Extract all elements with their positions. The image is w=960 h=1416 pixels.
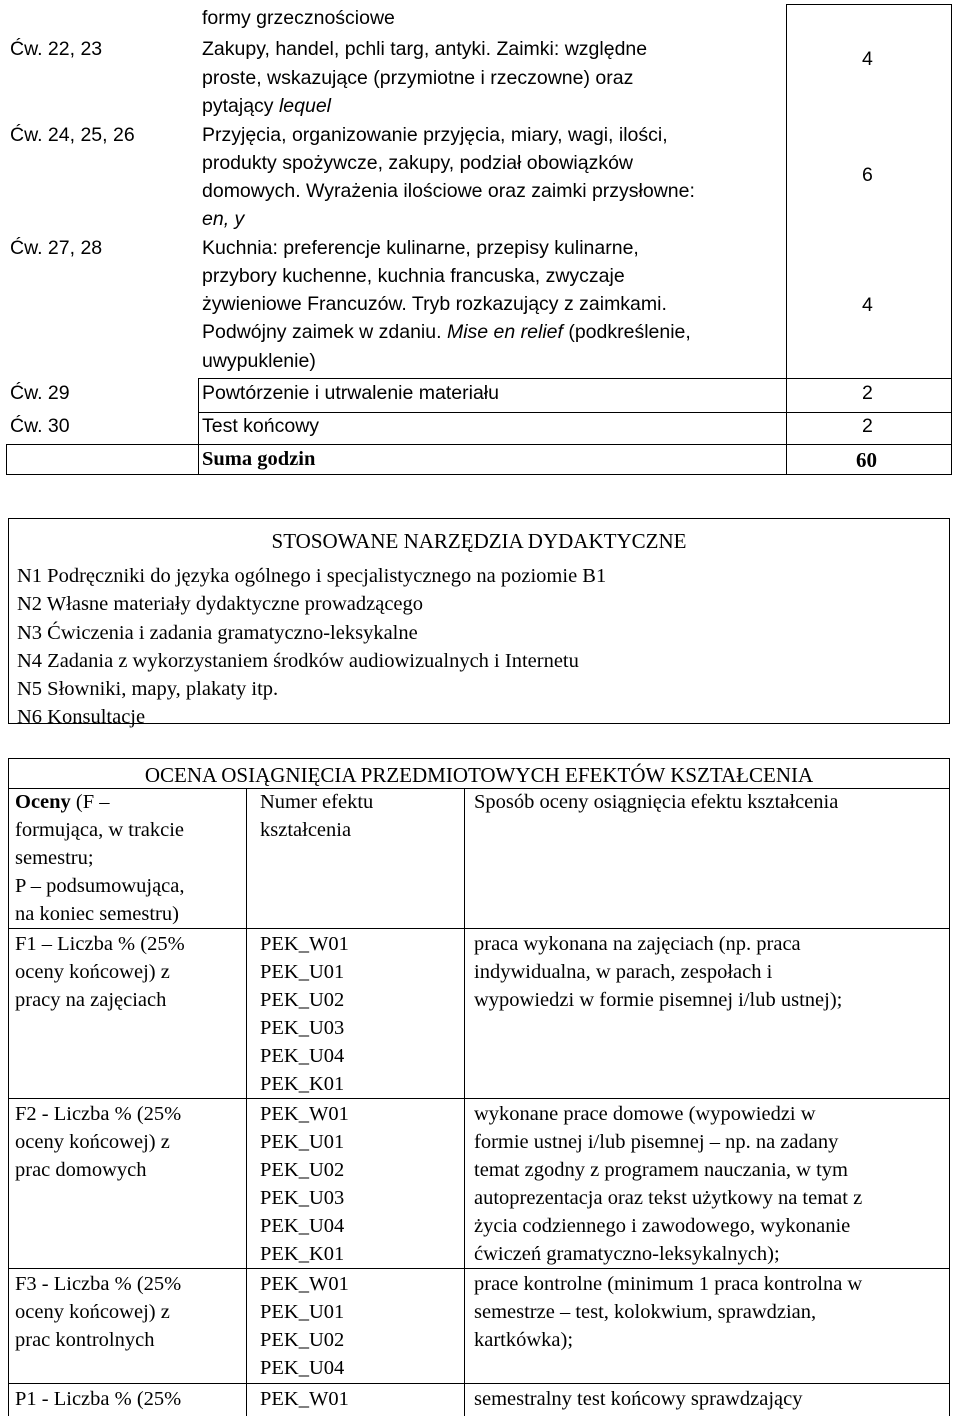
table-left-border — [6, 444, 7, 474]
list-item: N4 Zadania z wykorzystaniem środków audiowizualnych i Internetu — [17, 649, 579, 672]
outcome-code: PEK_U04 — [260, 1357, 345, 1379]
hours-value: 6 — [862, 164, 873, 186]
schedule-top-border — [786, 4, 952, 5]
outcome-code: PEK_W01 — [260, 1103, 349, 1125]
outcome-code: PEK_W01 — [260, 1273, 349, 1295]
outcome-code: PEK_U02 — [260, 1329, 345, 1351]
grade-text: oceny końcowej) z — [15, 1301, 170, 1323]
method-text: semestrze – test, kolokwium, sprawdzian, — [474, 1301, 817, 1323]
list-item: N6 Konsultacje — [17, 706, 146, 729]
exercise-label: Ćw. 29 — [10, 382, 70, 404]
topic-text: domowych. Wyrażenia ilościowe oraz zaimki przysłowne: — [202, 180, 695, 202]
row-divider — [8, 1098, 950, 1099]
outcome-code: PEK_U03 — [260, 1187, 345, 1209]
outcome-code: PEK_U04 — [260, 1045, 345, 1067]
topic-text: uwypuklenie) — [202, 350, 316, 372]
italic-term: en, y — [202, 208, 245, 230]
total-label: Suma godzin — [202, 448, 316, 470]
list-item: N3 Ćwiczenia i zadania gramatyczno-leksykalne — [17, 621, 418, 644]
header-grades-line: semestru; — [15, 847, 94, 869]
topic-text: pytający lequel — [202, 95, 331, 117]
total-value: 60 — [856, 448, 877, 472]
topic-text: Przyjęcia, organizowanie przyjęcia, miary, wagi, ilości, — [202, 124, 668, 146]
outcome-code: PEK_K01 — [260, 1073, 345, 1095]
outcome-code: PEK_U04 — [260, 1215, 345, 1237]
outcome-code: PEK_U02 — [260, 1159, 345, 1181]
exercise-label: Ćw. 24, 25, 26 — [10, 124, 135, 146]
topic-text: Zakupy, handel, pchli targ, antyki. Zaimki: względne — [202, 38, 648, 60]
assessment-title: OCENA OSIĄGNIĘCIA PRZEDMIOTOWYCH EFEKTÓW KSZTAŁCENIA — [144, 763, 814, 787]
exercise-label: Ćw. 22, 23 — [10, 38, 103, 60]
italic-term: lequel — [278, 95, 331, 117]
topic-text: przybory kuchenne, kuchnia francuska, zwyczaje — [202, 265, 625, 287]
schedule-bottom-border — [6, 474, 952, 475]
table-right-border — [949, 758, 950, 1416]
col-divider — [464, 788, 465, 1416]
col-divider — [198, 378, 199, 474]
method-text: kartkówka); — [474, 1329, 574, 1351]
header-grades: Oceny (F – — [15, 791, 110, 813]
hours-value: 2 — [862, 382, 873, 404]
method-text: praca wykonana na zajęciach (np. praca — [474, 933, 801, 955]
header-outcome-code: kształcenia — [260, 819, 352, 841]
list-item: N2 Własne materiały dydaktyczne prowadzącego — [17, 593, 424, 616]
grade-text: oceny końcowej) z — [15, 1131, 170, 1153]
outcome-code: PEK_U02 — [260, 989, 345, 1011]
grade-text: prac domowych — [15, 1159, 147, 1181]
outcome-code: PEK_U01 — [260, 1301, 345, 1323]
italic-term: Mise en relief — [446, 321, 563, 343]
outcome-code: PEK_U01 — [260, 961, 345, 983]
hours-value: 4 — [862, 294, 873, 316]
method-text: wypowiedzi w formie pisemnej i/lub ustnej); — [474, 989, 843, 1011]
exercise-label: Ćw. 30 — [10, 415, 70, 437]
table-top-border — [8, 758, 950, 759]
method-text: wykonane prace domowe (wypowiedzi w — [474, 1103, 816, 1125]
method-text: semestralny test końcowy sprawdzający — [474, 1388, 803, 1410]
topic-text: Test końcowy — [202, 415, 320, 437]
exercise-label: Ćw. 27, 28 — [10, 237, 103, 259]
method-text: prace kontrolne (minimum 1 praca kontrolna w — [474, 1273, 863, 1295]
grade-text: F1 – Liczba % (25% — [15, 933, 185, 955]
header-grades-line: formująca, w trakcie — [15, 819, 185, 841]
header-outcome-code: Numer efektu — [260, 791, 374, 813]
topic-text: Kuchnia: preferencje kulinarne, przepisy kulinarne, — [202, 237, 639, 259]
method-text: temat zgodny z programem nauczania, w tym — [474, 1159, 848, 1181]
outcome-code: PEK_U03 — [260, 1017, 345, 1039]
teaching-tools-title: STOSOWANE NARZĘDZIA DYDAKTYCZNE — [271, 529, 687, 553]
topic-text: Powtórzenie i utrwalenie materiału — [202, 382, 499, 404]
topic-text: formy grzecznościowe — [202, 7, 395, 29]
grade-text: P1 - Liczba % (25% — [15, 1388, 182, 1410]
row-divider — [8, 1383, 950, 1384]
teaching-tools-list — [17, 562, 606, 732]
outcome-code: PEK_W01 — [260, 1388, 349, 1410]
method-text: autoprezentacja oraz tekst użytkowy na temat z — [474, 1187, 863, 1209]
hours-value: 4 — [862, 48, 873, 70]
topic-text: produkty spożywcze, zakupy, podział obowiązków — [202, 152, 634, 174]
outcome-code: PEK_W01 — [260, 933, 349, 955]
col-divider — [786, 4, 787, 474]
assessment-table — [8, 758, 950, 1416]
grade-text: F3 - Liczba % (25% — [15, 1273, 182, 1295]
teaching-tools-box — [8, 518, 950, 729]
schedule-table — [6, 4, 952, 474]
outcome-code: PEK_U01 — [260, 1131, 345, 1153]
method-text: życia codziennego i zawodowego, wykonanie — [474, 1215, 851, 1237]
grade-text: prac kontrolnych — [15, 1329, 155, 1351]
col-divider — [246, 788, 247, 1416]
table-right-border — [951, 4, 952, 474]
list-item: N5 Słowniki, mapy, plakaty itp. — [17, 678, 279, 701]
header-grades-line: P – podsumowująca, — [15, 875, 185, 897]
row-divider — [6, 444, 952, 445]
list-item: N1 Podręczniki do języka ogólnego i specjalistycznego na poziomie B1 — [17, 565, 607, 587]
method-text: formie ustnej i/lub pisemnej – np. na zadany — [474, 1131, 839, 1153]
header-method: Sposób oceny osiągnięcia efektu kształcenia — [474, 791, 839, 813]
table-left-border — [8, 758, 9, 1416]
grade-text: oceny końcowej) z — [15, 961, 170, 983]
method-text: ćwiczeń gramatyczno-leksykalnych); — [474, 1243, 780, 1265]
hours-value: 2 — [862, 415, 873, 437]
topic-text: proste, wskazujące (przymiotne i rzeczowne) oraz — [202, 67, 634, 89]
outcome-code: PEK_K01 — [260, 1243, 345, 1265]
header-grades-line: na koniec semestru) — [15, 903, 179, 925]
grade-text: pracy na zajęciach — [15, 989, 167, 1011]
topic-text: żywieniowe Francuzów. Tryb rozkazujący z zaimkami. — [202, 293, 667, 315]
method-text: indywidualna, w parach, zespołach i — [474, 961, 773, 983]
topic-text: Podwójny zaimek w zdaniu. Mise en relief (podkreślenie, — [202, 321, 691, 343]
grade-text: F2 - Liczba % (25% — [15, 1103, 182, 1125]
